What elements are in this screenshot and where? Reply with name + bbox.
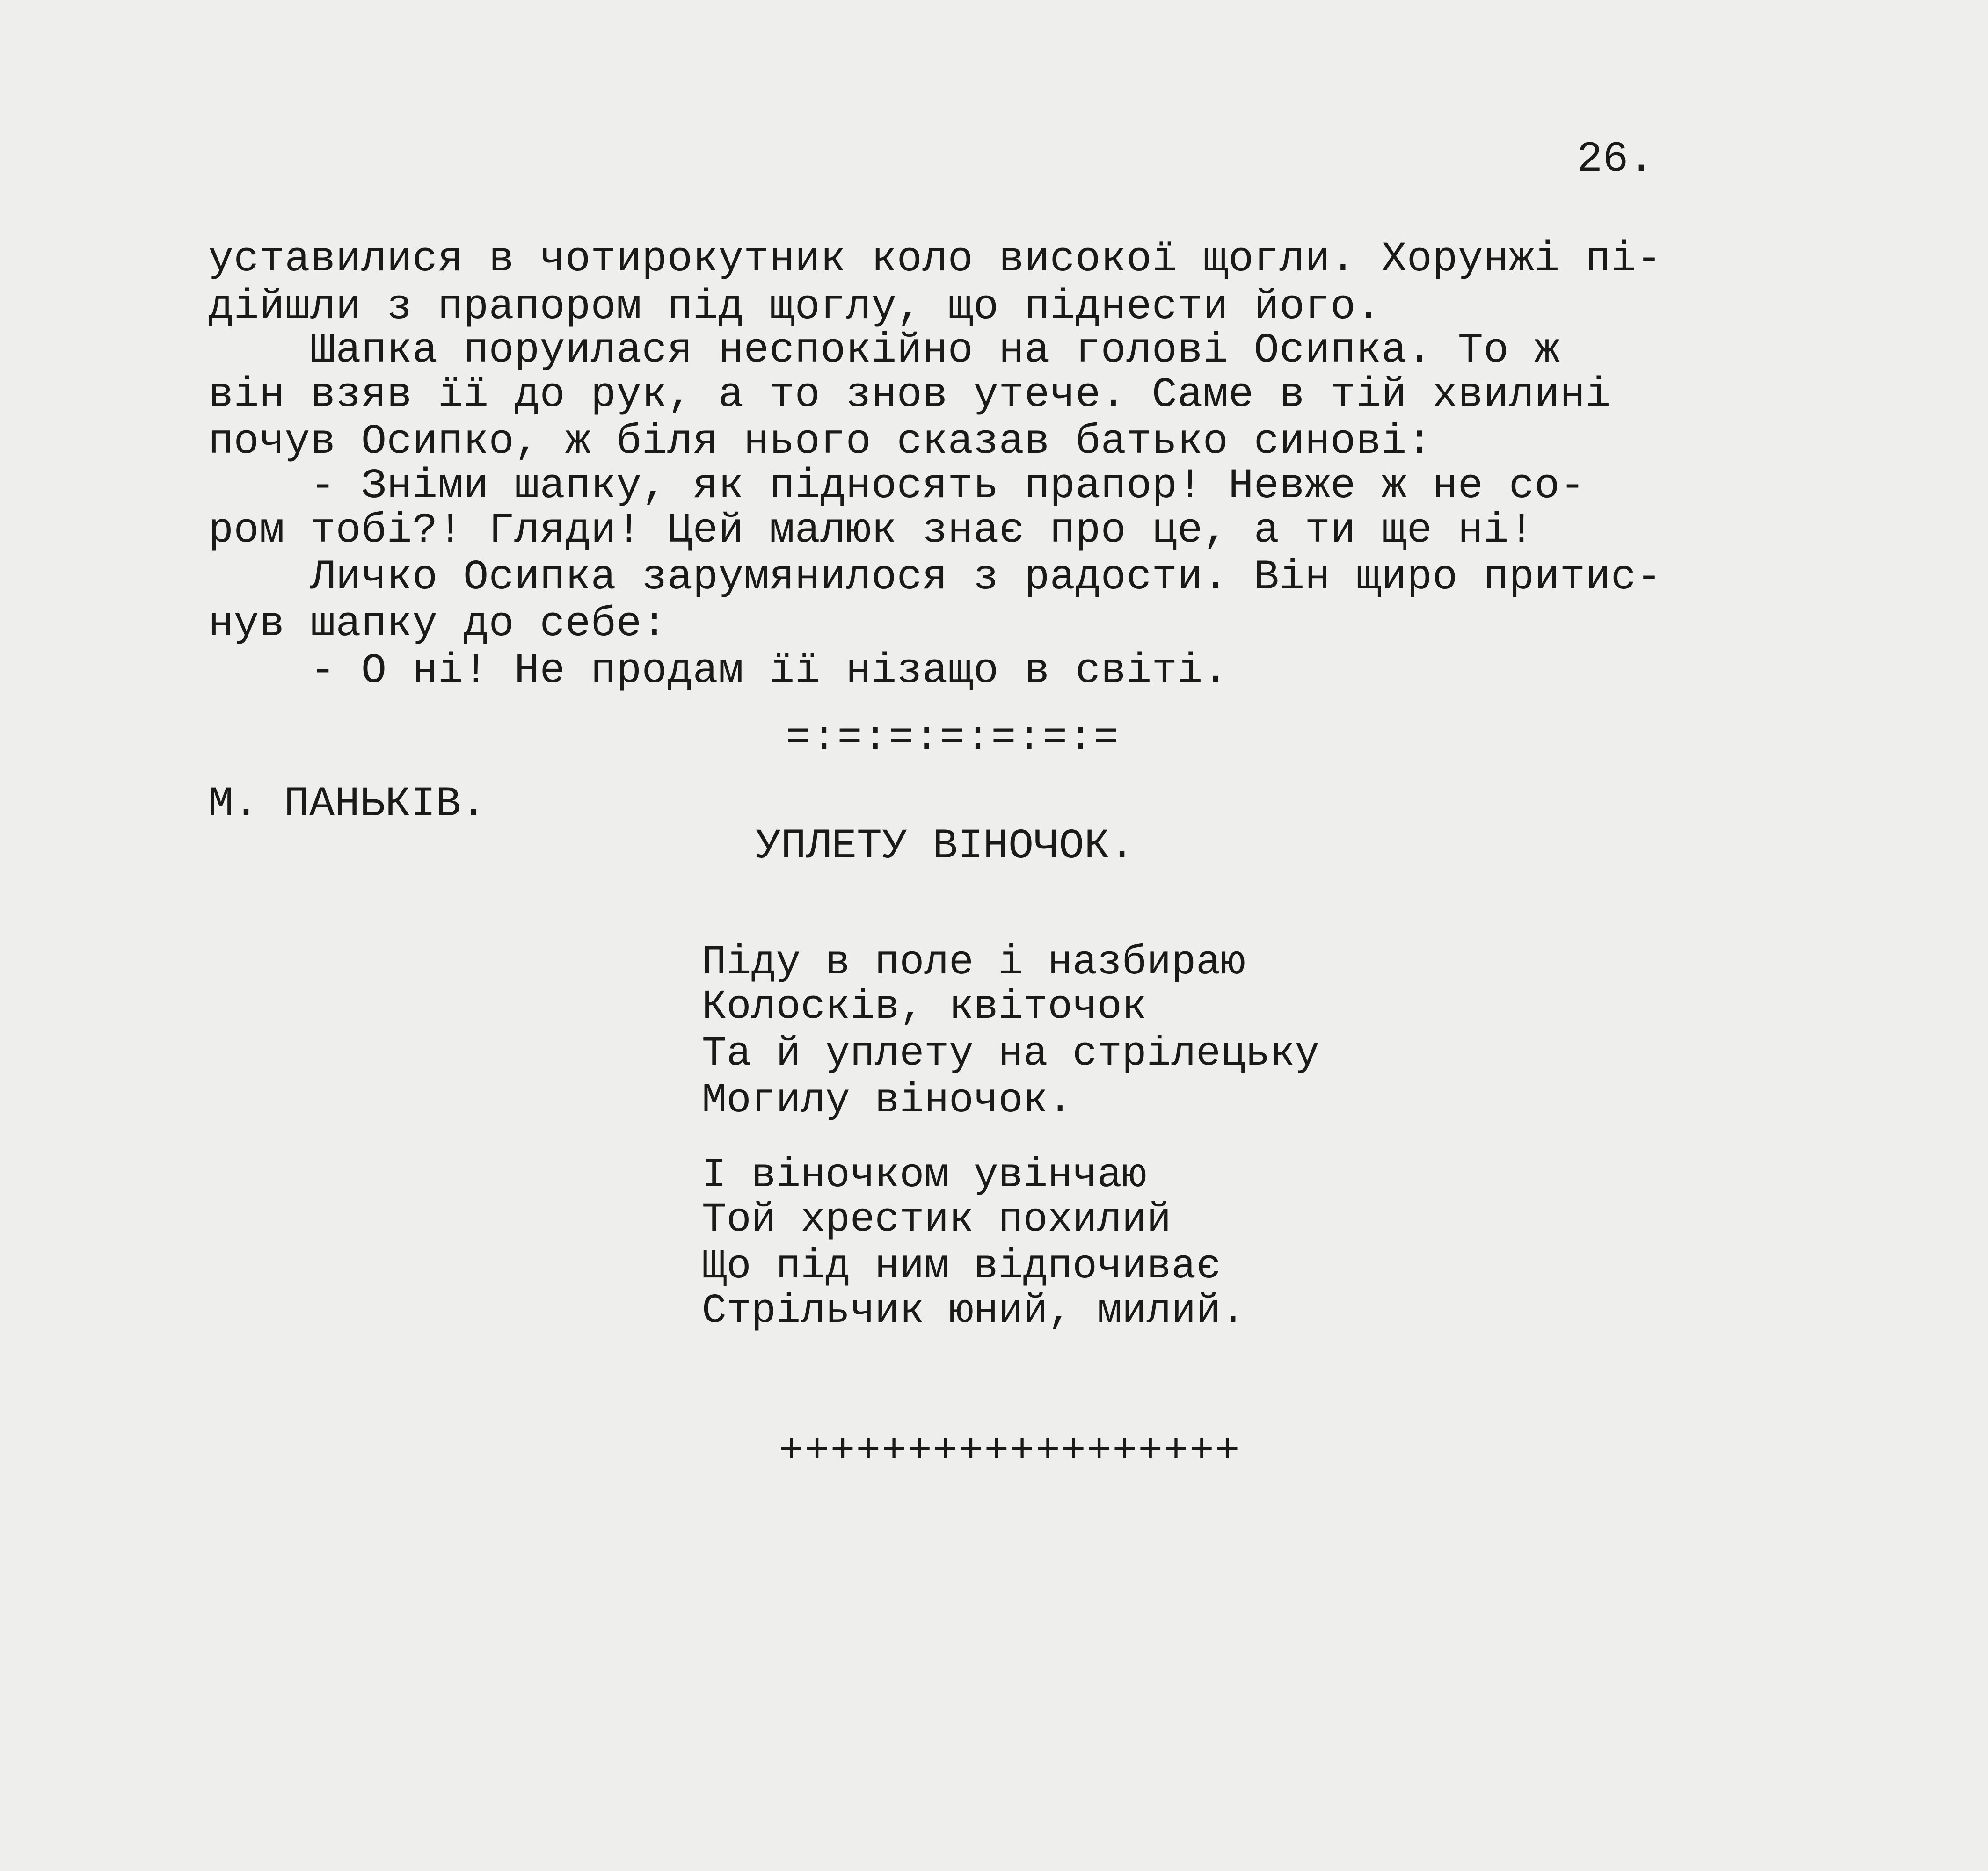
page-number: 26.	[1577, 135, 1654, 184]
prose-line-8: Личко Осипка зарумянилося з радости. Він щиро притис-	[208, 554, 1662, 602]
prose-line-4: він взяв її до рук, а то знов утече. Саме в тій хвилині	[208, 371, 1611, 419]
prose-line-10: - О ні! Не продам її нізащо в світі.	[208, 647, 1229, 695]
verse-line: Що під ним відпочиває	[702, 1244, 1221, 1290]
poem-title: УПЛЕТУ ВІНОЧОК.	[756, 823, 1135, 870]
prose-line-5: почув Осипко, ж біля нього сказав батько синові:	[208, 418, 1433, 466]
verse-line: І віночком увінчаю	[702, 1153, 1147, 1199]
prose-line-9: нув шапку до себе:	[208, 601, 668, 648]
verse-line: Стрільчик юний, милий.	[702, 1288, 1245, 1334]
author-name: М. ПАНЬКІВ.	[208, 781, 487, 828]
verse-line: Піду в поле і назбираю	[702, 940, 1245, 986]
prose-line-7: ром тобі?! Гляди! Цей малюк знає про це, а ти ще ні!	[208, 507, 1535, 555]
verse-line: Могилу віночок.	[702, 1078, 1073, 1124]
prose-line-1: уставилися в чотирокутник коло високої щогли. Хорунжі пі-	[208, 236, 1662, 283]
section-divider-plus: ++++++++++++++++++	[779, 1429, 1241, 1475]
prose-line-3: Шапка поруилася неспокійно на голові Осипка. То ж	[208, 327, 1560, 375]
verse-line: Той хрестик похилий	[702, 1197, 1172, 1243]
prose-line-2: дійшли з прапором під щоглу, що піднести його.	[208, 283, 1382, 331]
prose-line-6: - Зніми шапку, як підносять прапор! Невже ж не со-	[208, 463, 1586, 510]
verse-line: Колосків, квіточок	[702, 984, 1147, 1030]
section-divider-equals: =:=:=:=:=:=:=	[786, 715, 1120, 761]
verse-line: Та й уплету на стрілецьку	[702, 1031, 1320, 1077]
